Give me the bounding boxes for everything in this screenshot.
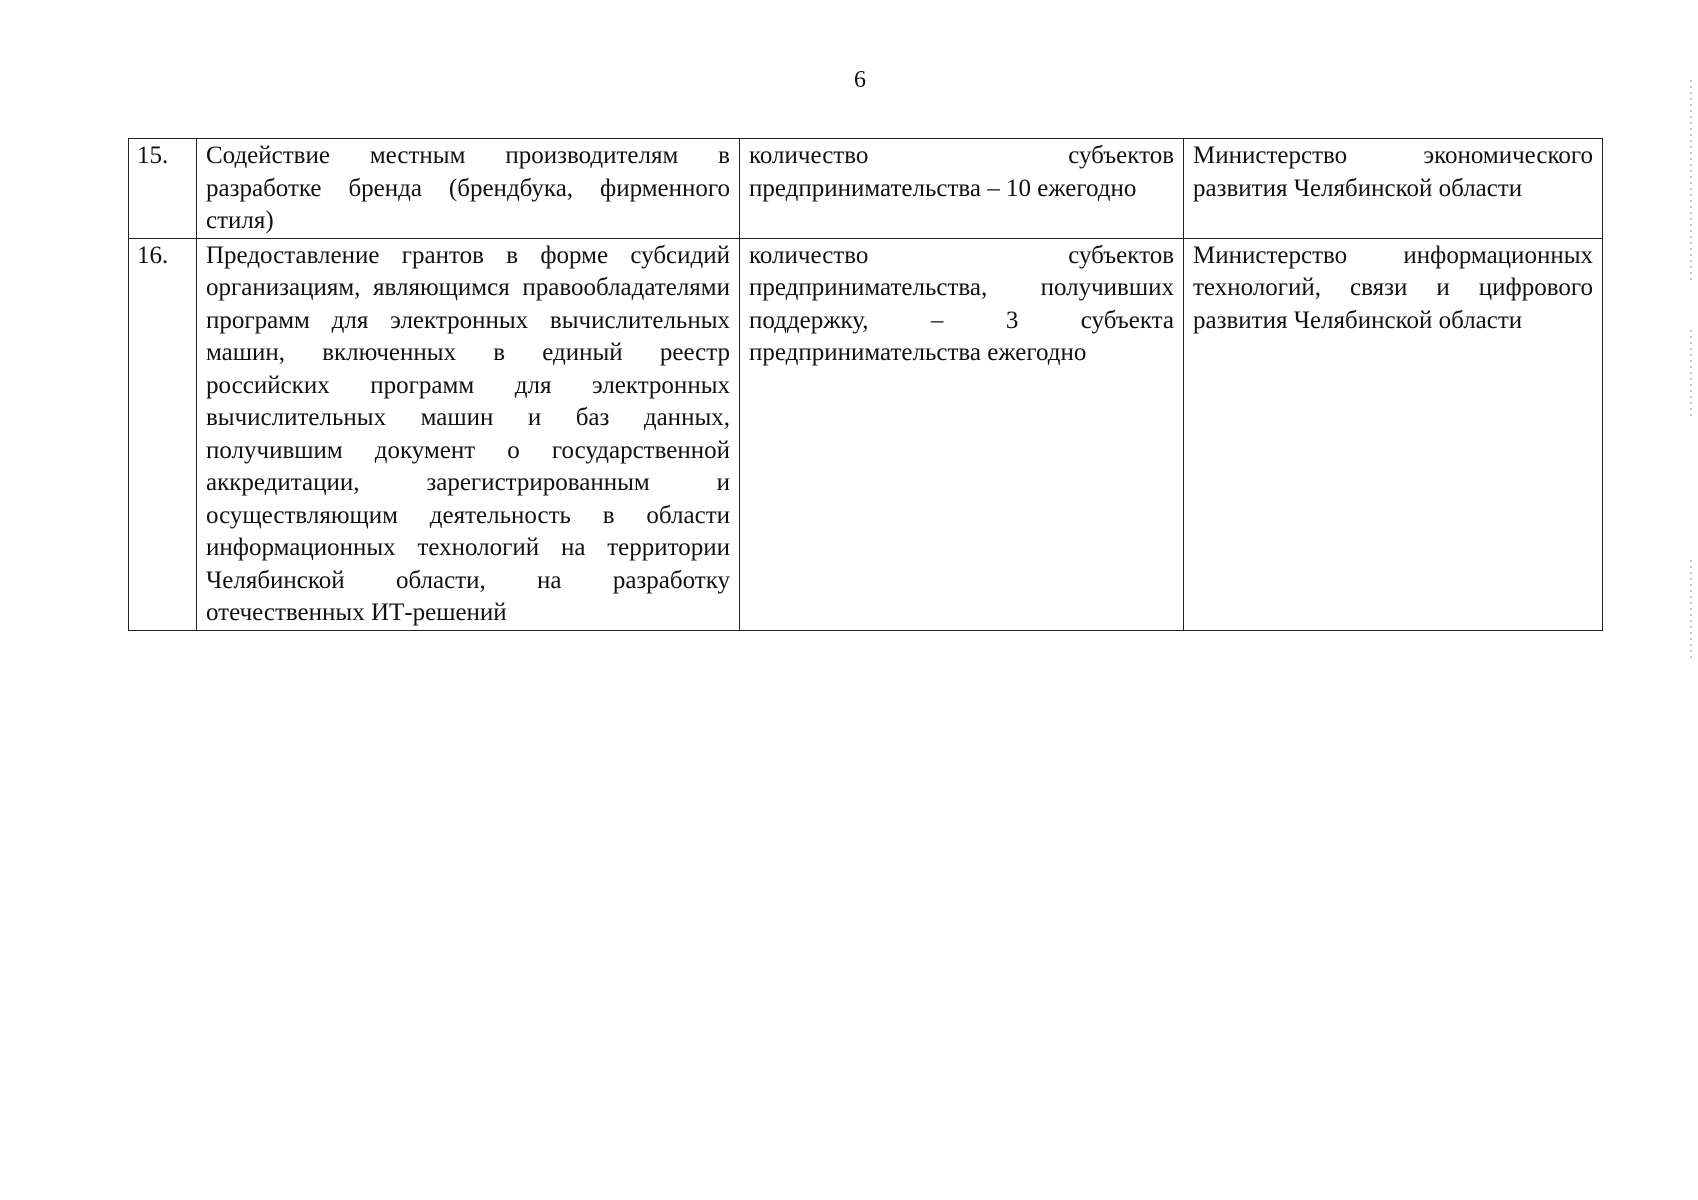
page-number: 6	[854, 67, 866, 93]
row-number-cell: 15.	[129, 139, 197, 239]
row-number-cell: 16.	[129, 238, 197, 630]
indicator-cell: количество субъектов предпринимательства, получивших поддержку, – 3 субъекта предпринимательства ежегодно	[740, 238, 1184, 630]
table-row	[129, 139, 1603, 239]
scan-edge-mark	[1690, 330, 1692, 420]
table-row	[129, 238, 1603, 630]
measure-name-cell: Содействие местным производителям в разработке бренда (брендбука, фирменного стиля)	[197, 139, 740, 239]
executor-cell: Министерство экономического развития Челябинской области	[1184, 139, 1603, 239]
scan-edge-mark	[1690, 560, 1692, 660]
indicator-cell: количество субъектов предпринимательства – 10 ежегодно	[740, 139, 1184, 239]
measure-name-cell: Предоставление грантов в форме субсидий организациям, являющимся правообладателями программ для электронных вычислительных машин, включенных в единый реестр российских программ для электронных вычислительных машин и баз данных, получившим документ о государственной аккредитации, зарегистрированным и осуществляющим деятельность в области информационных технологий на территории Челябинской области, на разработку отечественных ИТ-решений	[197, 238, 740, 630]
scan-edge-mark	[1690, 80, 1692, 280]
executor-cell: Министерство информационных технологий, связи и цифрового развития Челябинской области	[1184, 238, 1603, 630]
measures-table	[128, 138, 1603, 631]
